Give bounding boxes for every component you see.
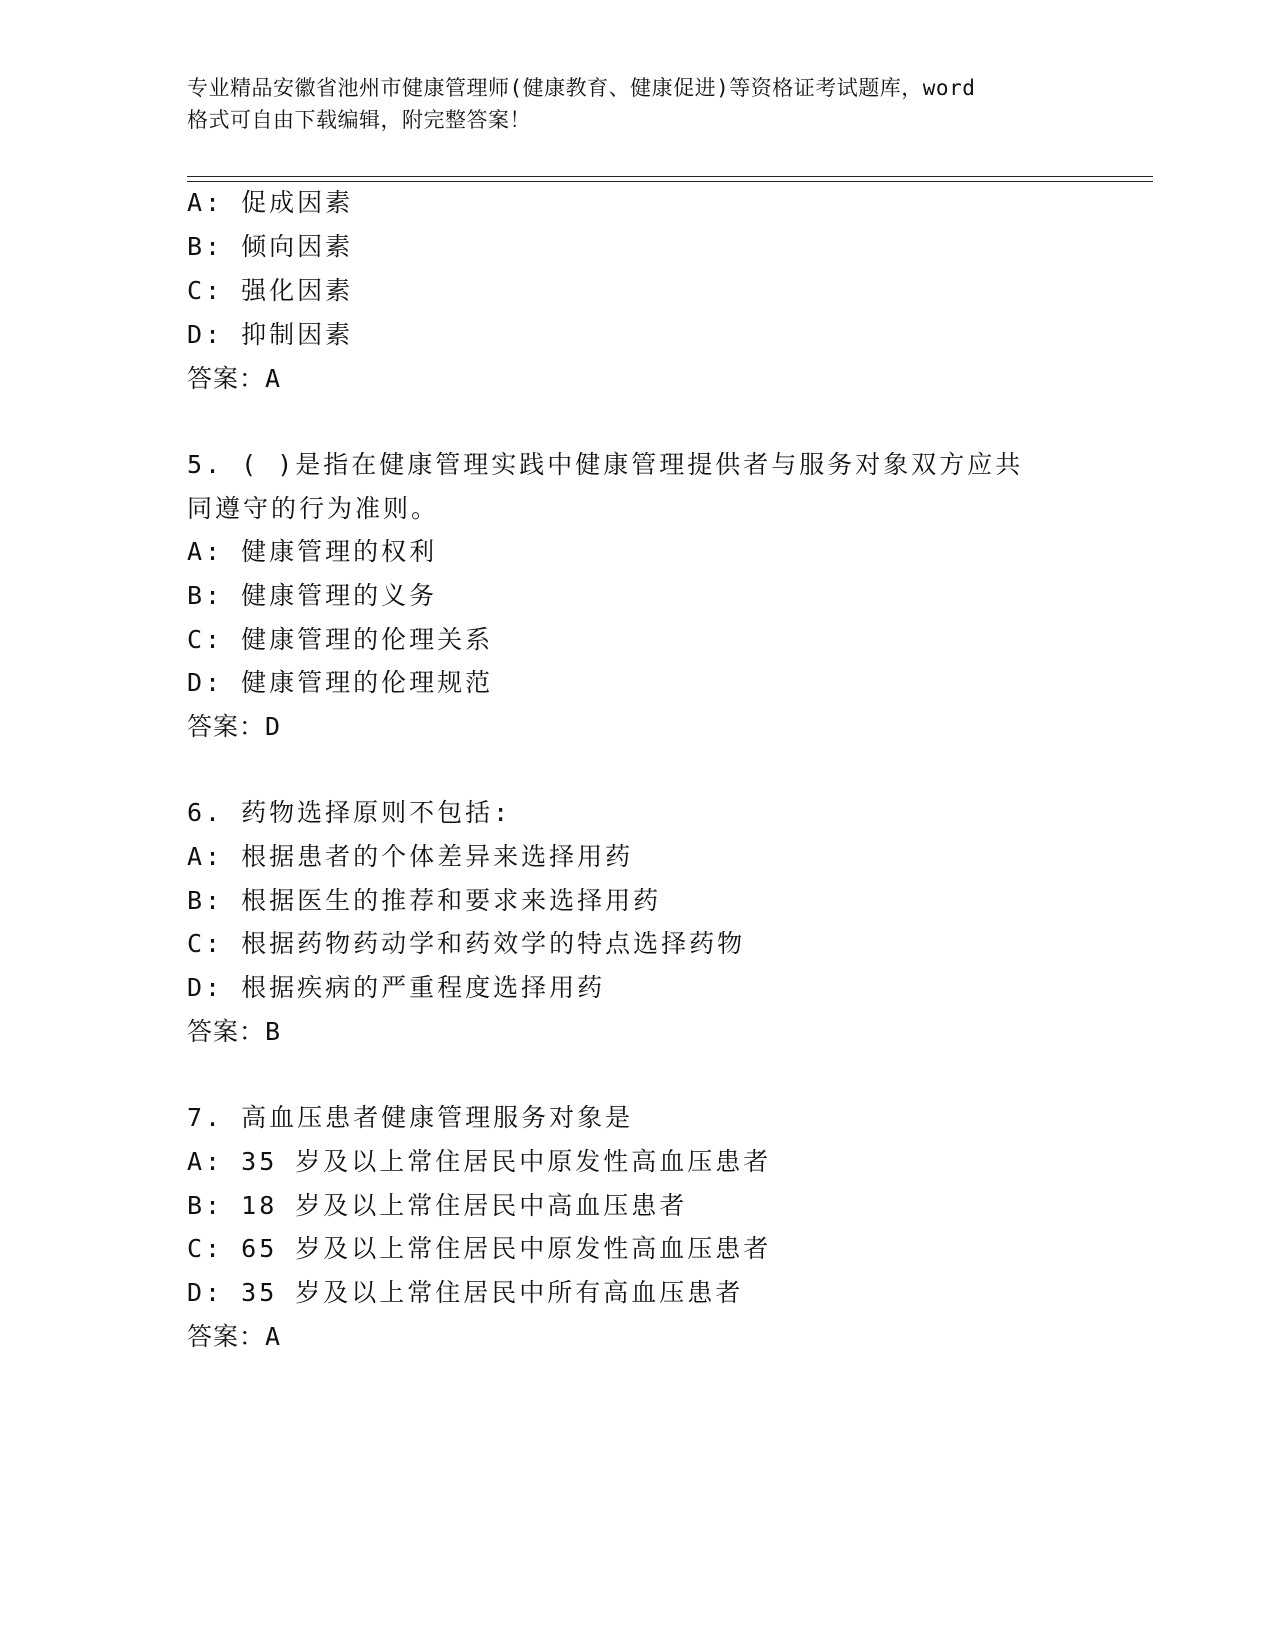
q5-option-d: D: 健康管理的伦理规范: [187, 668, 494, 697]
header-line-2: 格式可自由下载编辑，附完整答案！: [187, 108, 531, 132]
q6-option-b: B: 根据医生的推荐和要求来选择用药: [187, 886, 662, 915]
q6-option-d: D: 根据疾病的严重程度选择用药: [187, 973, 606, 1002]
document-header: [187, 72, 1087, 136]
q4-option-a: A: 促成因素: [187, 188, 354, 217]
q7-stem: 7. 高血压患者健康管理服务对象是: [187, 1103, 634, 1132]
q4-answer: 答案：A: [187, 364, 282, 393]
q5-stem-line-2: 同遵守的行为准则。: [187, 494, 440, 523]
q5-option-b: B: 健康管理的义务: [187, 581, 438, 610]
q7-option-c: C: 65 岁及以上常住居民中原发性高血压患者: [187, 1234, 772, 1263]
q7-option-a: A: 35 岁及以上常住居民中原发性高血压患者: [187, 1147, 772, 1176]
q5-option-a: A: 健康管理的权利: [187, 537, 438, 566]
q5-stem-line-1: 5. ( )是指在健康管理实践中健康管理提供者与服务对象双方应共: [187, 450, 1024, 479]
q6-option-a: A: 根据患者的个体差异来选择用药: [187, 842, 634, 871]
q6-stem: 6. 药物选择原则不包括:: [187, 798, 512, 827]
header-rule-top: [187, 176, 1153, 177]
q4-option-c: C: 强化因素: [187, 276, 354, 305]
q7-answer: 答案：A: [187, 1322, 282, 1351]
header-rule-bottom: [187, 181, 1153, 182]
header-line-1: 专业精品安徽省池州市健康管理师(健康教育、健康促进)等资格证考试题库，word: [187, 76, 976, 100]
q4-option-b: B: 倾向因素: [187, 232, 354, 261]
q5-option-c: C: 健康管理的伦理关系: [187, 625, 494, 654]
q5-answer: 答案：D: [187, 712, 282, 741]
q7-option-d: D: 35 岁及以上常住居民中所有高血压患者: [187, 1278, 744, 1307]
q7-option-b: B: 18 岁及以上常住居民中高血压患者: [187, 1191, 688, 1220]
q6-option-c: C: 根据药物药动学和药效学的特点选择药物: [187, 929, 746, 958]
q4-option-d: D: 抑制因素: [187, 320, 354, 349]
q6-answer: 答案：B: [187, 1017, 282, 1046]
